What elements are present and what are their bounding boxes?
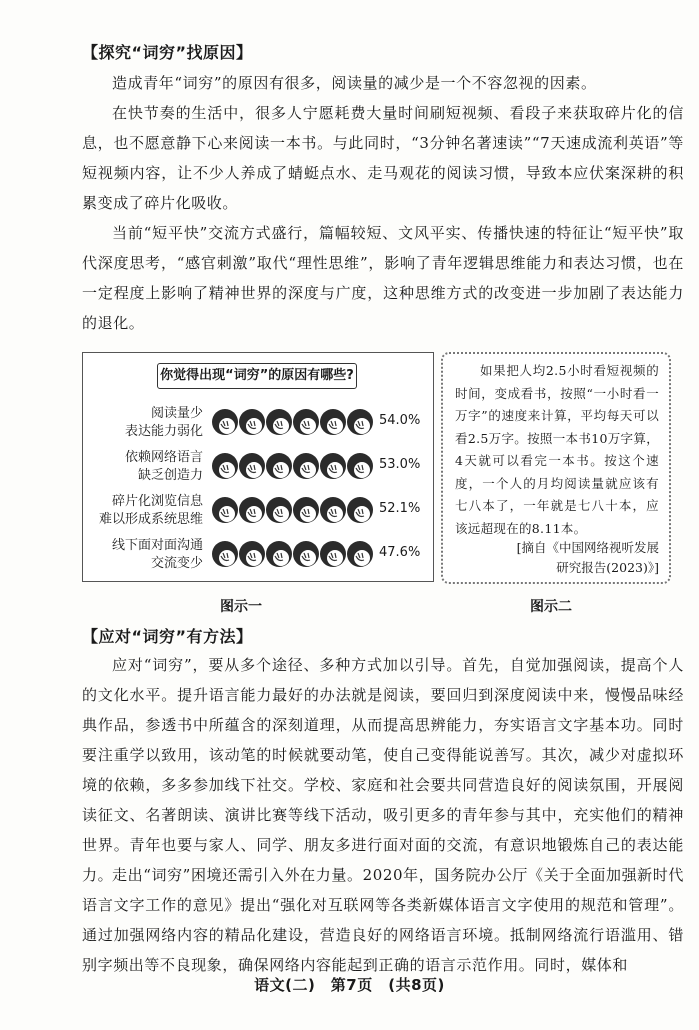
survey-row (83, 401, 433, 445)
person-face-icon (212, 541, 238, 567)
figure-one-survey (82, 352, 434, 582)
source-line: [摘自《中国网络视听发展 (516, 540, 659, 555)
person-face-icon (239, 409, 265, 435)
survey-percentage: 53.0% (379, 457, 421, 472)
person-face-icon (293, 409, 319, 435)
figure-two-caption: 图示二 (530, 599, 572, 615)
section-heading-causes: 【探究“词穷”找原因】 (82, 43, 253, 62)
figure-two-source (479, 538, 659, 578)
paragraph: 当前“短平快”交流方式盛行，篇幅较短、文风平实、传播快速的特征让“短平快”取代深度思考，“感官刺激”取代“理性思维”，影响了青年逻辑思维能力和表达习惯，也在一定程度上影响了精神世界的深度与广度，这种思维方式的改变进一步加剧了表达能力的退化。 (82, 224, 684, 332)
page-footer: 语文(二) 第7页 (共8页) (254, 976, 445, 994)
figure-one-title: 你觉得出现“词穷”的原因有哪些? (157, 363, 357, 389)
person-face-icon (293, 497, 319, 523)
person-face-icon (320, 497, 346, 523)
person-face-icon (320, 453, 346, 479)
survey-row (83, 445, 433, 489)
person-face-icon (266, 409, 292, 435)
survey-row (83, 489, 433, 533)
person-face-icon (212, 409, 238, 435)
survey-percentage: 47.6% (379, 545, 421, 560)
paragraph: 应对“词穷”，要从多个途径、多种方式加以引导。首先，自觉加强阅读，提高个人的文化水平。提升语言能力最好的办法就是阅读，要回归到深度阅读中来，慢慢品味经典作品，参透书中所蕴含的深刻道理，从而提高思辨能力，夯实语言文字基本功。同时要注重学以致用，该动笔的时候就要动笔，使自己变得能说善写。其次，减少对虚拟环境的依赖，多多参加线下社交。学校、家庭和社会要共同营造良好的阅读氛围，开展阅读征文、名著朗读、演讲比赛等线下活动，吸引更多的青年参与其中，充实他们的精神世界。青年也要与家人、同学、朋友多进行面对面的交流，有意识地锻炼自己的表达能力。 (82, 656, 684, 884)
person-face-icon (347, 541, 373, 567)
survey-reason-line: 交流变少 (150, 556, 203, 571)
survey-reason-line: 表达能力弱化 (124, 424, 203, 439)
person-face-icon (212, 453, 238, 479)
survey-reason-line: 线下面对面沟通 (111, 538, 203, 553)
survey-reason-line: 依赖网络语言 (124, 450, 203, 465)
survey-reason-line: 缺乏创造力 (137, 468, 203, 483)
survey-reason-label (83, 405, 203, 441)
survey-reason-label (83, 493, 203, 529)
survey-reason-line: 难以形成系统思维 (98, 512, 203, 527)
paragraph: 在快节奏的生活中，很多人宁愿耗费大量时间刷短视频、看段子来获取碎片化的信息，也不愿意静下心来阅读一本书。与此同时，“3分钟名著速读”“7天速成流利英语”等短视频内容，让不少人养成了蜻蜓点水、走马观花的阅读习惯，导致本应伏案深耕的积累变成了碎片化吸收。 (82, 104, 684, 212)
person-face-icon (320, 409, 346, 435)
figure-two-text: 如果把人均2.5小时看短视频的时间，变成看书，按照“一小时看一万字”的速度来计算，平均每天可以看2.5万字。按照一本书10万字算，4天就可以看完一本书。按这个速度，一个人的月均阅读量就应该有七八本了，一年就是七八十本，应该远超现在的8.11本。 (455, 363, 659, 536)
person-face-icon (266, 453, 292, 479)
survey-reason-label (83, 537, 203, 573)
person-face-icon (347, 497, 373, 523)
figure-one-caption: 图示一 (220, 599, 262, 615)
person-face-icon (266, 497, 292, 523)
survey-percentage: 52.1% (379, 501, 421, 516)
person-face-icon (266, 541, 292, 567)
survey-percentage: 54.0% (379, 413, 421, 428)
paragraph: 造成青年“词穷”的原因有很多，阅读量的减少是一个不容忽视的因素。 (112, 74, 597, 92)
survey-reason-line: 碎片化浏览信息 (111, 494, 203, 509)
person-face-icon (293, 453, 319, 479)
person-face-icon (293, 541, 319, 567)
survey-row (83, 533, 433, 577)
person-face-icon (212, 497, 238, 523)
source-line: 研究报告(2023)》] (556, 560, 659, 575)
person-face-icon (239, 453, 265, 479)
section-heading-solutions: 【应对“词穷”有方法】 (82, 627, 253, 646)
person-face-icon (347, 409, 373, 435)
person-face-icon (239, 541, 265, 567)
survey-reason-label (83, 449, 203, 485)
survey-reason-line: 阅读量少 (150, 406, 203, 421)
paragraph: 走出“词穷”困境还需引入外在力量。2020年，国务院办公厅《关于全面加强新时代语言文字工作的意见》提出“强化对互联网等各类新媒体语言文字使用的规范和管理”。通过加强网络内容的精品化建设，营造良好的网络语言环境。抵制网络流行语滥用、错别字频出等不良现象，确保网络内容能起到正确的语言示范作用。同时，媒体和 (82, 866, 684, 974)
person-face-icon (347, 453, 373, 479)
person-face-icon (320, 541, 346, 567)
person-face-icon (239, 497, 265, 523)
figure-two-note (441, 352, 671, 584)
